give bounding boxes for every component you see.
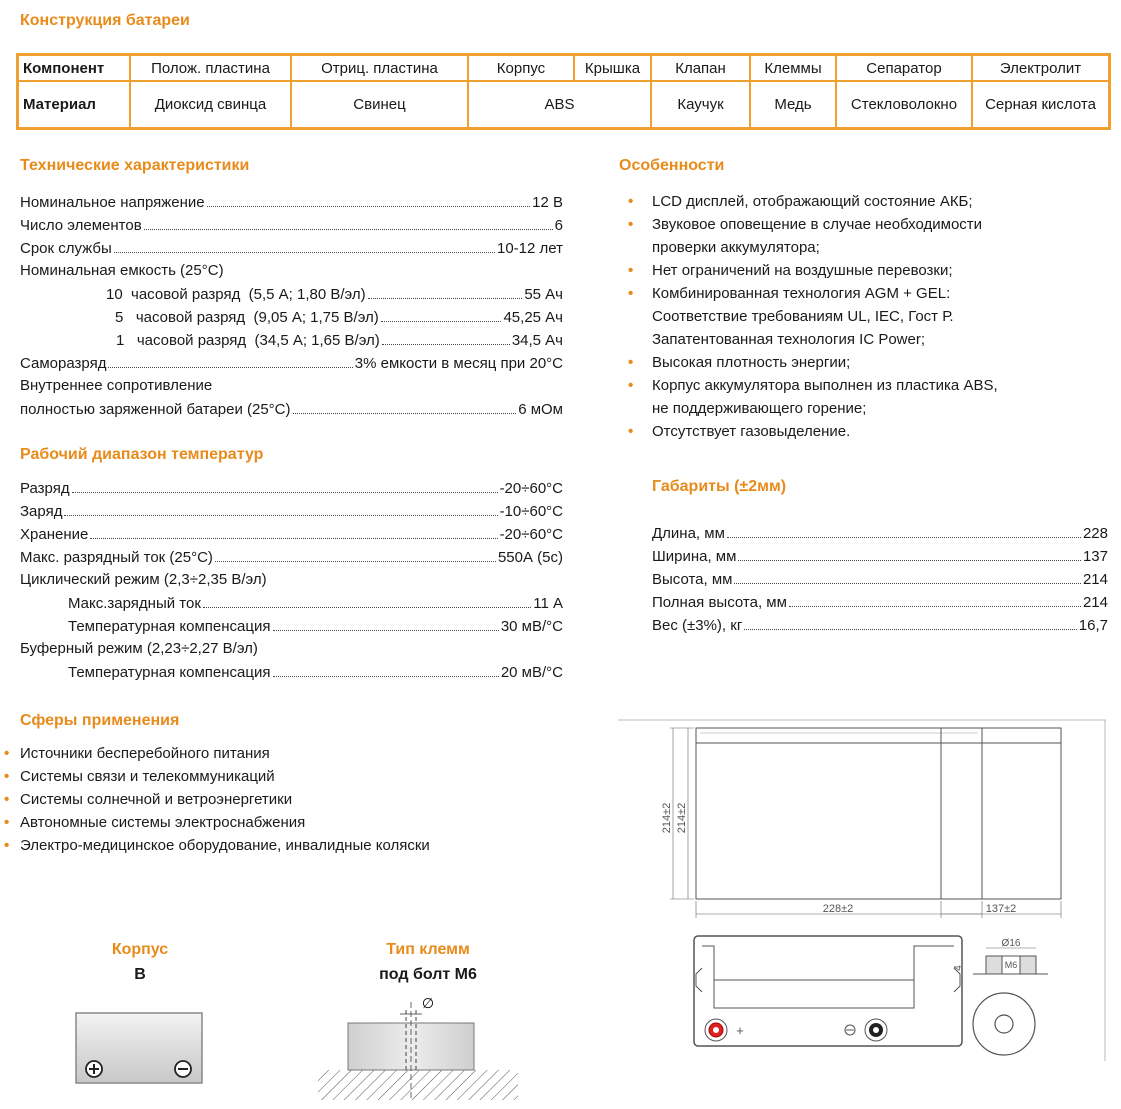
housing-title: Корпус	[111, 941, 169, 958]
material-cell: Стекловолокно	[836, 81, 972, 129]
material-cell: ABS	[468, 81, 651, 129]
material-cell: Диоксид свинца	[130, 81, 291, 129]
spec-label: Саморазряд	[20, 355, 107, 372]
dim-full-height	[652, 591, 1108, 611]
construction-table	[16, 53, 1111, 130]
list-item: • LCD дисплей, отображающий состояние АКБ;	[628, 193, 973, 210]
temp-label: Температурная компенсация	[68, 664, 271, 681]
applications-list	[4, 742, 430, 857]
list-item: • Нет ограничений на воздушные перевозки;	[628, 262, 953, 279]
spec-value: 12 В	[532, 194, 563, 211]
dim-height	[652, 568, 1108, 588]
list-item: • Системы связи и телекоммуникаций	[4, 768, 275, 785]
housing-drawing	[70, 1005, 210, 1085]
spec-capacity-label: Номинальная емкость (25°C)	[20, 262, 224, 279]
spec-label: полностью заряженной батареи (25°C)	[20, 401, 291, 418]
spec-life	[20, 237, 563, 257]
component-row	[18, 55, 1110, 82]
dim-width	[652, 545, 1108, 565]
dim-label: Ширина, мм	[652, 548, 737, 565]
temp-label: Макс. разрядный ток (25°C)	[20, 549, 213, 566]
list-item: • Отсутствует газовыделение.	[628, 423, 851, 440]
features-title: Особенности	[619, 157, 725, 174]
dim-label-width: 137±2	[985, 903, 1017, 915]
temp-value: -20÷60°C	[499, 480, 563, 497]
spec-label: Срок службы	[20, 240, 112, 257]
terminal-bolt-label: M6	[1004, 960, 1018, 970]
positive-terminal-icon	[705, 1019, 744, 1041]
spec-label: 10 часовой разряд (5,5 А; 1,80 В/эл)	[106, 286, 366, 303]
component-cell: Электролит	[972, 55, 1110, 82]
temp-buffer-comp	[68, 661, 563, 681]
dim-length	[652, 522, 1108, 542]
spec-label: 5 часовой разряд (9,05 А; 1,75 В/эл)	[115, 309, 379, 326]
spec-value: 34,5 Ач	[511, 332, 563, 349]
material-cell: Медь	[750, 81, 836, 129]
dim-value: 214	[1082, 571, 1108, 588]
terminal-diameter-label: Ø16	[1001, 938, 1021, 949]
diameter-icon: ∅	[421, 995, 435, 1011]
spec-value: 45,25 Ач	[503, 309, 563, 326]
component-cell: Клеммы	[750, 55, 836, 82]
dim-value: 228	[1082, 525, 1108, 542]
material-cell: Свинец	[291, 81, 468, 129]
terminal-drawing	[318, 990, 518, 1105]
applications-title: Сферы применения	[20, 712, 180, 729]
spec-label: 1 часовой разряд (34,5 А; 1,65 В/эл)	[116, 332, 380, 349]
dim-label-height-1: 214±2	[661, 802, 673, 834]
temp-max-current	[20, 546, 563, 566]
minus-terminal-icon	[175, 1061, 191, 1077]
negative-terminal-icon	[845, 1019, 887, 1041]
material-header: Материал	[18, 81, 131, 129]
spec-resistance	[20, 398, 563, 418]
spec-value: 55 Ач	[524, 286, 563, 303]
material-cell: Серная кислота	[972, 81, 1110, 129]
plus-terminal-icon	[86, 1061, 102, 1077]
temp-value: 11 А	[533, 595, 563, 612]
spec-label: Номинальное напряжение	[20, 194, 205, 211]
temp-storage	[20, 523, 563, 543]
temp-cyclic-label: Циклический режим (2,3÷2,35 В/эл)	[20, 571, 267, 588]
features-list	[628, 190, 998, 443]
battery-drawing	[618, 718, 1108, 1063]
temp-value: -10÷60°C	[499, 503, 563, 520]
dim-value: 137	[1082, 548, 1108, 565]
terminal-value: под болт М6	[379, 966, 477, 983]
list-item: • Корпус аккумулятора выполнен из пластика ABS, не поддерживающего горение;	[628, 377, 998, 417]
spec-value: 3% емкости в месяц при 20°C	[354, 355, 563, 372]
temp-value: 550А (5с)	[497, 549, 563, 566]
temp-value: 30 мВ/°C	[500, 618, 563, 635]
dim-label: Полная высота, мм	[652, 594, 787, 611]
spec-cap1	[116, 329, 563, 349]
spec-label: Число элементов	[20, 217, 142, 234]
material-cell: Каучук	[651, 81, 750, 129]
spec-cells	[20, 214, 563, 234]
dims-title: Габариты (±2мм)	[652, 478, 787, 495]
list-item: • Электро-медицинское оборудование, инвалидные коляски	[4, 837, 430, 854]
top-view	[694, 936, 962, 1046]
temp-buffer-label: Буферный режим (2,23÷2,27 В/эл)	[20, 640, 258, 657]
component-cell: Полож. пластина	[130, 55, 291, 82]
temp-label: Температурная компенсация	[68, 618, 271, 635]
temp-label: Заряд	[20, 503, 63, 520]
temp-value: 20 мВ/°C	[500, 664, 563, 681]
dim-label: Вес (±3%), кг	[652, 617, 743, 634]
spec-self-discharge	[20, 352, 563, 372]
temp-cyclic-max	[68, 592, 563, 612]
list-item: • Комбинированная технология AGM + GEL: Соответствие требованиям UL, IEC, Гост Р. Запатентованная технология IC Power;	[628, 285, 954, 348]
spec-voltage	[20, 191, 563, 211]
side-view	[941, 728, 1061, 899]
terminal-height-label: 4	[953, 965, 964, 971]
material-row	[18, 81, 1110, 129]
temp-value: -20÷60°C	[499, 526, 563, 543]
dim-label: Длина, мм	[652, 525, 725, 542]
temp-label: Макс.зарядный ток	[68, 595, 201, 612]
list-item: • Системы солнечной и ветроэнергетики	[4, 791, 293, 808]
terminal-title: Тип клемм	[386, 941, 470, 958]
dim-weight	[652, 614, 1108, 634]
spec-value: 6 мОм	[518, 401, 563, 418]
front-view	[696, 728, 982, 899]
component-cell: Клапан	[651, 55, 750, 82]
temp-charge	[20, 500, 563, 520]
terminal-detail	[953, 938, 1048, 1055]
housing-value: B	[134, 966, 146, 983]
list-item: • Источники бесперебойного питания	[4, 745, 270, 762]
component-cell: Крышка	[574, 55, 651, 82]
spec-cap10	[106, 283, 563, 303]
list-item: • Автономные системы электроснабжения	[4, 814, 306, 831]
list-item: • Звуковое оповещение в случае необходимости проверки аккумулятора;	[628, 216, 983, 256]
component-cell: Корпус	[468, 55, 574, 82]
component-cell: Отриц. пластина	[291, 55, 468, 82]
temp-cyclic-comp	[68, 615, 563, 635]
component-header: Компонент	[18, 55, 131, 82]
spec-value: 10-12 лет	[497, 240, 563, 257]
dim-label-length: 228±2	[822, 903, 854, 915]
construction-title: Конструкция батареи	[20, 12, 190, 29]
component-cell: Сепаратор	[836, 55, 972, 82]
temp-label: Хранение	[20, 526, 89, 543]
dim-label-height-2: 214±2	[676, 802, 688, 834]
dim-value: 16,7	[1078, 617, 1108, 634]
temp-label: Разряд	[20, 480, 70, 497]
dim-value: 214	[1082, 594, 1108, 611]
spec-resistance-line1: Внутреннее сопротивление	[20, 377, 213, 394]
svg-text:+: +	[736, 1023, 744, 1038]
temps-title: Рабочий диапазон температур	[20, 446, 264, 463]
spec-cap5	[115, 306, 563, 326]
spec-value: 6	[554, 217, 563, 234]
dim-label: Высота, мм	[652, 571, 733, 588]
specs-title: Технические характеристики	[20, 157, 250, 174]
temp-discharge	[20, 477, 563, 497]
list-item: • Высокая плотность энергии;	[628, 354, 851, 371]
